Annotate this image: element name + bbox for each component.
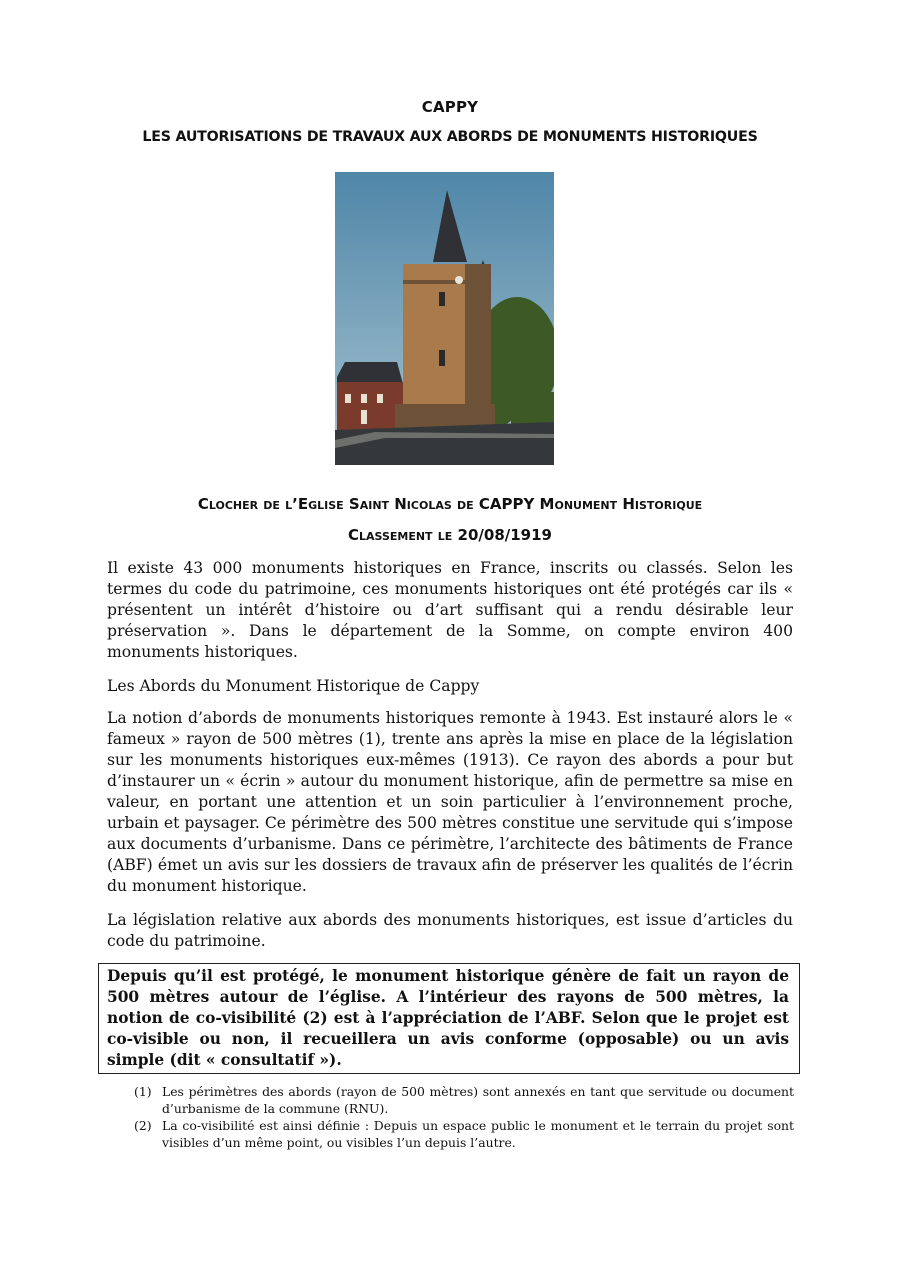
footnote-number: (2): [134, 1118, 152, 1133]
paragraph-abords: La notion d’abords de monuments historiques remonte à 1943. Est instauré alors le « fameux » rayon de 500 mètres (1), trente ans après la mise en place de la législation sur les monuments historiques eux-mêmes (1913). Ce rayon des abords a pour but d’instaurer un « écrin » autour du monument historique, afin de permettre sa mise en valeur, en portant une attention et un soin particulier à l’environnement proche, urbain et paysager. Ce périmètre des 500 mètres constitue une servitude qui s’impose aux documents d’urbanisme. Dans ce périmètre, l’architecte des bâtiments de France (ABF) émet un avis sur les dossiers de travaux afin de préserver les qualités de l’écrin du monument historique.: [107, 709, 793, 895]
footnotes: [134, 1083, 794, 1151]
photo-house-roof: [337, 362, 403, 384]
photo-caption: Clocher de l’Eglise Saint Nicolas de CAPPY Monument Historique: [197, 495, 703, 513]
classification-date: Classement le 20/08/1919: [348, 526, 552, 544]
footnote: [134, 1083, 794, 1117]
document-title: CAPPY: [421, 98, 479, 116]
paragraph-legislation: La législation relative aux abords des monuments historiques, est issue d’articles du code du patrimoine.: [107, 911, 793, 950]
document-subtitle: LES AUTORISATIONS DE TRAVAUX AUX ABORDS DE MONUMENTS HISTORIQUES: [142, 129, 758, 145]
section-heading-abords: Les Abords du Monument Historique de Cappy: [107, 677, 480, 695]
footnote-number: (1): [134, 1084, 152, 1099]
photo-tower-clock: [455, 276, 463, 284]
footnote: [134, 1117, 794, 1151]
photo-house: [337, 382, 403, 432]
church-bell-tower-photo: [335, 172, 554, 465]
footnote-text: Les périmètres des abords (rayon de 500 mètres) sont annexés en tant que servitude ou document d’urbanisme de la commune (RNU).: [162, 1084, 794, 1116]
footnote-text: La co-visibilité est ainsi définie : Depuis un espace public le monument et le terrain du projet sont visibles d’un même point, ou visibles l’un depuis l’autre.: [162, 1118, 794, 1150]
highlight-box: Depuis qu’il est protégé, le monument historique génère de fait un rayon de 500 mètres autour de l’église. A l’intérieur des rayons de 500 mètres, la notion de co-visibilité (2) est à l’appréciation de l’ABF. Selon que le projet est co-visible ou non, il recueillera un avis conforme (opposable) ou un avis simple (dit « consultatif »).: [98, 963, 800, 1074]
paragraph-intro: Il existe 43 000 monuments historiques en France, inscrits ou classés. Selon les termes du code du patrimoine, ces monuments historiques ont été protégés car ils « présentent un intérêt d’histoire ou d’art suffisant qui a rendu désirable leur préservation ». Dans le département de la Somme, on compte environ 400 monuments historiques.: [107, 559, 793, 661]
